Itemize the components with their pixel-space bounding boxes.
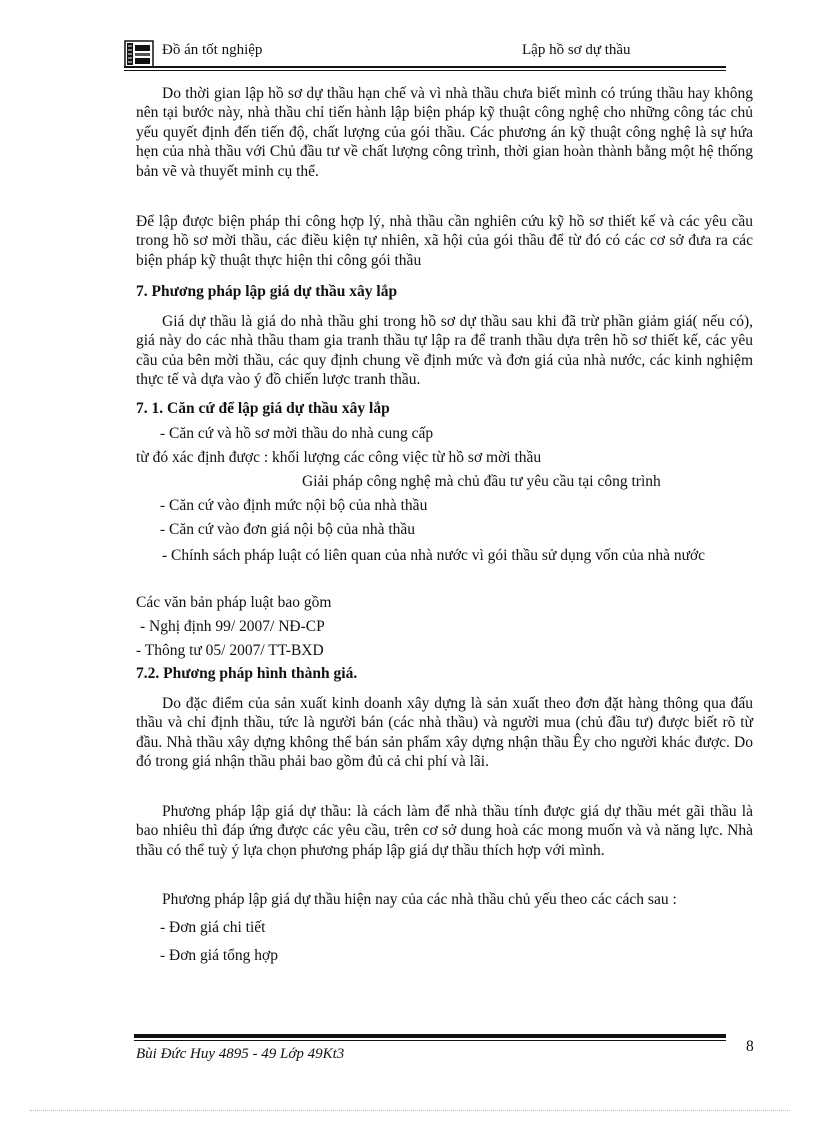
list-item: - Đơn giá chi tiết <box>160 919 266 936</box>
header-rule-thin <box>124 70 726 71</box>
heading-7-1: 7. 1. Căn cứ để lập giá dự thầu xây lắp <box>136 400 390 417</box>
page-edge-divider <box>30 1110 790 1111</box>
header-title-right: Lập hồ sơ dự thầu <box>522 42 631 58</box>
header-title-left: Đồ án tốt nghiệp <box>162 42 263 58</box>
list-item: Các văn bản pháp luật bao gồm <box>136 594 332 611</box>
page-number: 8 <box>746 1038 754 1055</box>
book-icon <box>124 40 154 68</box>
list-item: - Chính sách pháp luật có liên quan của nhà nước vì gói thầu sử dụng vốn của nhà nước <box>162 547 706 564</box>
paragraph-6: Phương pháp lập giá dự thầu hiện nay của các nhà thầu chủ yếu theo các cách sau : <box>162 891 677 908</box>
list-item: - Căn cứ và hồ sơ mời thầu do nhà cung cấp <box>160 425 434 442</box>
paragraph-2: Để lập được biện pháp thi công hợp lý, nhà thầu cần nghiên cứu kỹ hồ sơ thiết kế và các yêu cầu trong hồ sơ mời thầu, các điều kiện tự nhiên, xã hội của gói thầu để từ đó có các cơ sở đưa ra các biện pháp kỹ thuật thực hiện thi công gói thầu <box>136 213 753 269</box>
footer-rule-thin <box>134 1040 726 1041</box>
heading-7: 7. Phương pháp lập giá dự thầu xây lắp <box>136 283 398 300</box>
footer-author: Bùi Đức Huy 4895 - 49 Lớp 49Kt3 <box>136 1046 345 1062</box>
list-item: - Nghị định 99/ 2007/ NĐ-CP <box>140 618 325 635</box>
paragraph-1: Do thời gian lập hồ sơ dự thầu hạn chế và vì nhà thầu chưa biết mình có trúng thầu hay không nên tại bước này, nhà thầu chỉ tiến hành lập biện pháp kỹ thuật công nghệ cho những công tác chủ yếu quyết định đến tiến độ, chất lượng của gói thầu. Các phương án kỹ thuật công nghệ là sự hứa hẹn của nhà thầu với Chủ đầu tư về chất lượng công trình, thời gian hoàn thành bằng một hệ thống bản vẽ và thuyết minh cụ thể. <box>136 85 753 180</box>
list-item: - Thông tư 05/ 2007/ TT-BXD <box>136 642 324 659</box>
list-item: từ đó xác định được : khối lượng các công việc từ hồ sơ mời thầu <box>136 449 542 466</box>
footer-rule <box>134 1034 726 1038</box>
heading-7-2: 7.2. Phương pháp hình thành giá. <box>136 665 358 682</box>
paragraph-5: Phương pháp lập giá dự thầu: là cách làm để nhà thầu tính được giá dự thầu mét gãi thầu là bao nhiêu thì đáp ứng được các yêu cầu, trên cơ sở dung hoà các mong muốn và và năng lực. Nhà thầu có thể tuỳ ý lựa chọn phương pháp lập giá dự thầu thích hợp với mình. <box>136 803 753 859</box>
header-rule <box>124 66 726 68</box>
list-item: - Căn cứ vào đơn giá nội bộ của nhà thầu <box>160 521 416 538</box>
list-item: - Đơn giá tổng hợp <box>160 947 278 964</box>
paragraph-4: Do đặc điểm của sản xuất kinh doanh xây dựng là sản xuất theo đơn đặt hàng thông qua đấu thầu và chỉ định thầu, tức là người bán (các nhà thầu) và người mua (chủ đầu tư) được biết rõ từ đầu. Nhà thầu xây dựng không thể bán sản phẩm xây dựng nhận thầu Êy cho người khác được. Do đó trong giá nhận thầu phải bao gồm đủ cả chi phí và lãi. <box>136 695 753 771</box>
paragraph-3: Giá dự thầu là giá do nhà thầu ghi trong hồ sơ dự thầu sau khi đã trừ phần giảm giá( nếu có), giá này do các nhà thầu tham gia tranh thầu tự lập ra để tranh thầu dựa trên hồ sơ thiết kế, các yêu cầu của bên mời thầu, các quy định chung về định mức và đơn giá của nhà nước, các kinh nghiệm thực tế và dựa vào ý đồ chiến lược tranh thầu. <box>136 313 753 389</box>
list-item: Giải pháp công nghệ mà chủ đầu tư yêu cầu tại công trình <box>302 473 661 490</box>
list-item: - Căn cứ vào định mức nội bộ của nhà thầu <box>160 497 428 514</box>
